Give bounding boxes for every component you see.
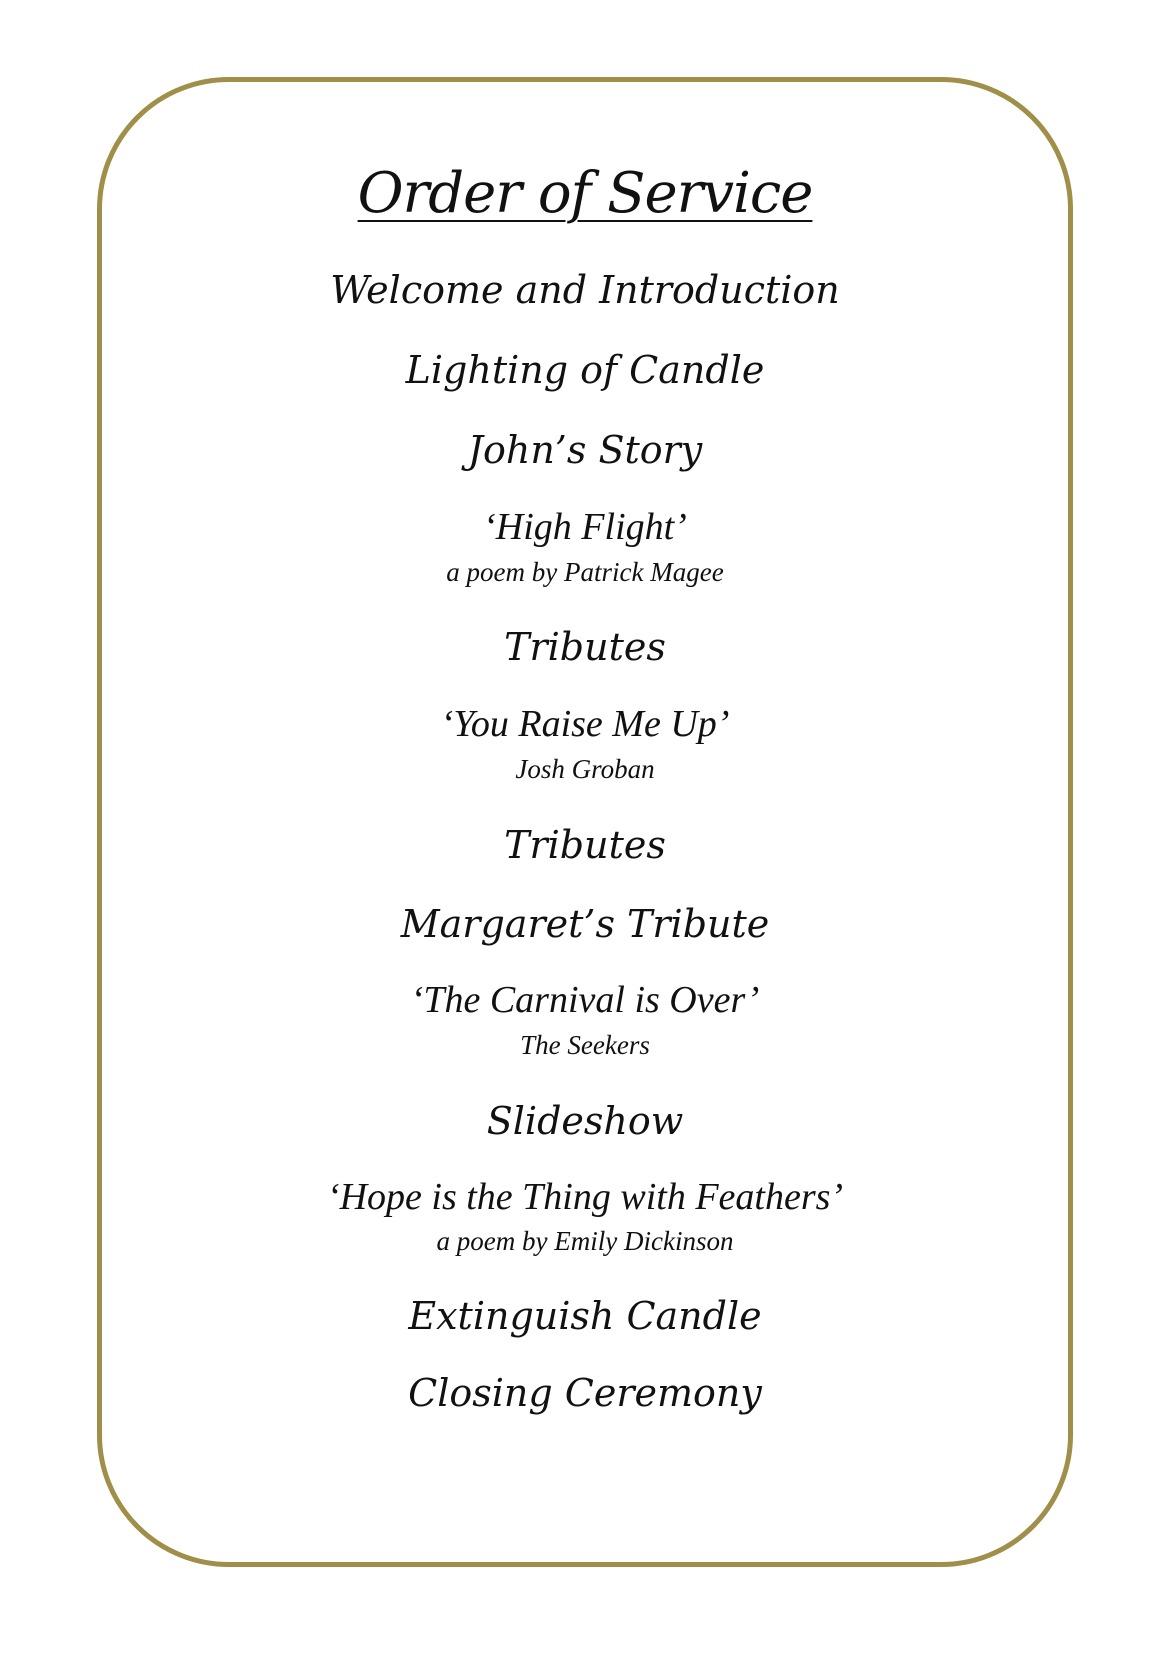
service-item-closing-ceremony: Closing Ceremony: [408, 1371, 762, 1415]
service-item-you-raise-me-up: ‘You Raise Me Up’: [440, 703, 730, 745]
service-item-johns-story: John’s Story: [467, 428, 703, 472]
service-item-carnival-is-over-credit: The Seekers: [520, 1030, 650, 1060]
service-item-extinguish-candle: Extinguish Candle: [408, 1294, 762, 1338]
service-item-margarets-tribute: Margaret’s Tribute: [400, 902, 770, 946]
service-item-hope-is-the-thing: ‘Hope is the Thing with Feathers’: [326, 1176, 844, 1218]
service-item-slideshow: Slideshow: [486, 1099, 684, 1143]
service-item-welcome: Welcome and Introduction: [330, 268, 840, 312]
service-item-high-flight-credit: a poem by Patrick Magee: [446, 557, 724, 587]
service-item-tributes-2: Tributes: [504, 823, 666, 867]
service-item-lighting-candle: Lighting of Candle: [405, 348, 765, 392]
page-title: Order of Service: [357, 161, 813, 226]
service-item-carnival-is-over: ‘The Carnival is Over’: [410, 979, 760, 1021]
service-item-hope-is-the-thing-credit: a poem by Emily Dickinson: [436, 1226, 734, 1256]
service-item-you-raise-me-up-credit: Josh Groban: [515, 754, 655, 784]
service-item-tributes-1: Tributes: [504, 625, 666, 669]
service-item-high-flight: ‘High Flight’: [483, 506, 687, 548]
